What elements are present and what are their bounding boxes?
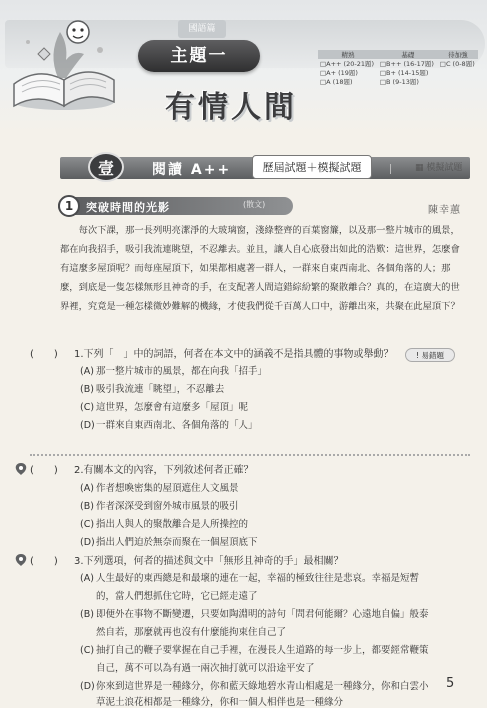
answer-blank-q1[interactable]: ( ) [30, 349, 58, 360]
passage-number-badge: 1 [58, 195, 80, 217]
question-3-stem: 3.下列選項，何者的描述與文中「無形且神奇的手」最相關？ [74, 556, 344, 567]
theme-title: 有情人間 [165, 90, 297, 125]
q3-option-c-continued: 自己，萬不可以為有過一兩次抽打就可以沿途平安了 [96, 663, 315, 674]
q2-option-b[interactable] [80, 498, 239, 512]
theme-label: 主題一 [138, 40, 260, 72]
tricky-question-tag [405, 348, 455, 362]
question-2-stem: 2.有關本文的內容，下列敘述何者正確？ [74, 465, 254, 476]
section-number-badge: 壹 [88, 152, 124, 182]
difficulty-checkbox-cell [438, 77, 478, 86]
q1-option-a[interactable] [80, 363, 267, 377]
option-marker: (A) [80, 483, 94, 494]
option-marker: (B) [80, 501, 94, 512]
section-tag: 歷屆試題＋模擬試題 [252, 155, 372, 179]
option-text: 你來到這世界是一種緣分，你和藍天綠地碧水青山相處是一種緣分，你和白雲小 [96, 681, 429, 692]
difficulty-checkbox-cell[interactable]: □B (9-13題) [379, 78, 419, 86]
section-divider [390, 164, 391, 174]
option-text: 人生最好的東西總是和最壞的連在一起，幸福的極致往往是悲哀。幸福是短暫 [96, 573, 420, 584]
option-text: 那一整片城市的風景，都在向我「招手」 [96, 366, 268, 377]
option-marker: (C) [80, 519, 95, 530]
q1-option-d[interactable] [80, 417, 258, 431]
warning-icon: ! [416, 351, 420, 360]
q3-option-a[interactable] [80, 570, 419, 584]
section-bar [60, 152, 470, 182]
section-title: 閱讀 A++ [152, 162, 232, 178]
option-text: 作者想喚密集的屋頂遮住人文風景 [96, 483, 239, 494]
answer-blank-q2[interactable]: ( ) [30, 465, 58, 476]
q2-option-c[interactable] [80, 516, 248, 530]
option-text: 吸引我流連「眺望」，不忍離去 [96, 384, 225, 395]
difficulty-checkbox-cell[interactable]: □B+ (14-15題) [379, 69, 429, 77]
difficulty-col-header: 基礎 [378, 50, 438, 59]
question-1-stem: 1.下列「 」中的詞語，何者在本文中的涵義不是指具體的事物或舉動？ [74, 349, 394, 360]
difficulty-checkbox-cell[interactable]: □C (0-8題) [439, 60, 475, 68]
difficulty-checkbox-cell [438, 68, 478, 77]
q1-option-b[interactable] [80, 381, 224, 395]
q3-option-d[interactable] [80, 678, 429, 692]
difficulty-rating-table [318, 50, 478, 86]
page-number: 5 [446, 676, 455, 691]
option-text: 抽打自己的鞭子要掌握在自己手裡，在漫長人生道路的每一步上，都要經常鞭策 [96, 645, 429, 656]
answer-blank-q3[interactable]: ( ) [30, 556, 58, 567]
option-text: 指出人們迫於無奈而聚在一個屋頂底下 [96, 537, 258, 548]
difficulty-col-header: 待加強 [438, 50, 478, 59]
q3-option-b-continued: 然自若，那麼就再也沒有什麼能拘束住自己了 [96, 627, 287, 638]
q3-option-c[interactable] [80, 642, 429, 656]
option-marker: (B) [80, 384, 94, 395]
q3-option-d-continued: 草泥土浪花相都是一種緣分，你和一個人相伴也是一種緣分 [96, 697, 344, 708]
option-text: 作者深深受到窗外城市風景的吸引 [96, 501, 239, 512]
q2-option-a[interactable] [80, 480, 239, 494]
option-text: 即便外在事物不斷變遷，只要如陶淵明的詩句「問君何能爾？心遠地自偏」般泰 [96, 609, 429, 620]
tricky-question-label: 易錯題 [421, 351, 444, 360]
key-point-icon [14, 553, 28, 567]
difficulty-table [318, 50, 478, 86]
difficulty-checkbox-cell[interactable]: □A++ (20-21題) [320, 60, 375, 68]
option-text: 這世界，怎麼會有這麼多「屋頂」呢 [96, 402, 249, 413]
passage-paragraph: 每次下課，那一長列明亮潔淨的大玻璃窗，淺綠整齊的百葉窗簾，以及那一整片城市的風景，都在向我招手，吸引我流連眺望，不忍離去。並且，讓人自心底發出如此的浩歎：這世界，怎麼會有這麼多屋頂呢？而每座屋頂下，如果都相處著一群人，一群來自東西南北、各個角落的人；那麼，到底是一隻怎樣無形且神奇的手，在支配著人間這錯綜紛繁的聚散離合？真的，在這廣大的世界裡，究竟是一種怎樣微妙難解的機緣，才使我們從千百萬人口中，游離出來，共聚在此屋頂下？ [60, 225, 460, 312]
key-point-icon [14, 462, 28, 476]
chapter-header [0, 0, 487, 135]
option-marker: (D) [80, 537, 95, 548]
passage-genre: (散文) [243, 200, 266, 209]
option-text: 一群來自東西南北、各個角落的「人」 [96, 420, 258, 431]
q1-option-c[interactable] [80, 399, 248, 413]
option-marker: (A) [80, 573, 94, 584]
dotted-divider [30, 454, 470, 456]
difficulty-checkbox-cell[interactable]: □A (18題) [320, 78, 353, 86]
option-marker: (C) [80, 645, 95, 656]
option-marker: (C) [80, 402, 95, 413]
passage-header [58, 195, 470, 217]
mock-exam-link-label: 模擬試題 [426, 163, 463, 173]
mock-exam-link[interactable] [415, 160, 462, 173]
passage-author: 陳幸蕙 [428, 205, 461, 216]
difficulty-col-header: 精熟 [318, 50, 378, 59]
option-marker: (A) [80, 366, 94, 377]
q3-option-a-continued: 的，當人們想抓住它時，它已經走遠了 [96, 591, 258, 602]
difficulty-checkbox-cell[interactable]: □A+ (19題) [320, 69, 358, 77]
difficulty-checkbox-cell[interactable]: □B++ (16-17題) [379, 60, 434, 68]
q3-option-b[interactable] [80, 606, 429, 620]
option-marker: (D) [80, 420, 95, 431]
open-book-illustration [8, 14, 120, 114]
option-marker: (D) [80, 681, 95, 692]
passage-title: 突破時間的光影 [86, 201, 170, 214]
passage-body [60, 221, 468, 316]
q2-option-d[interactable] [80, 534, 258, 548]
grid-icon: ▦ [415, 163, 424, 173]
option-marker: (B) [80, 609, 94, 620]
option-text: 指出人與人的聚散離合是人所操控的 [96, 519, 249, 530]
category-badge: 國語篇 [178, 20, 226, 38]
